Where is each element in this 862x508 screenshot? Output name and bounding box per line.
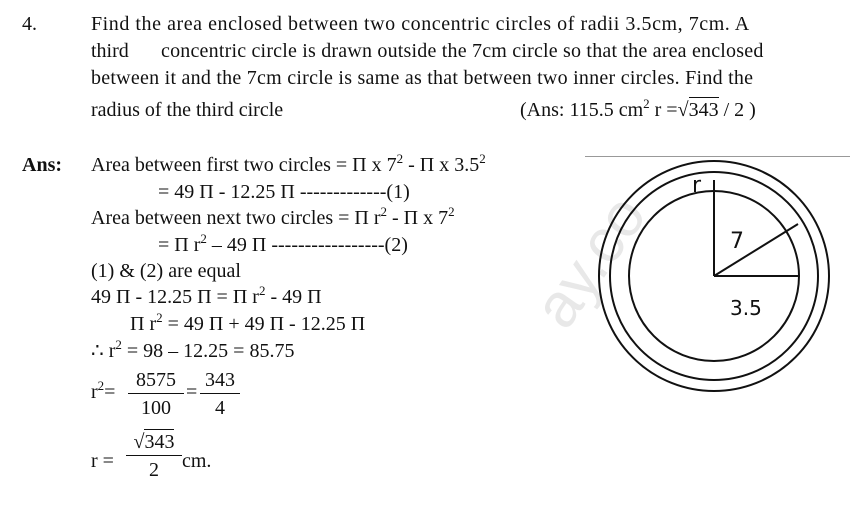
solution-line-7: Π $r^2 = 49$ Π + 49 Π - 12.25 Π — [130, 310, 366, 335]
solution-line-3: Area between next two circles = Π $r^2$ - Π x $7^2$ — [91, 204, 455, 229]
answer-sqrt: 343 — [688, 99, 719, 121]
solution-line-2: = 49 Π - 12.25 Π -------------(1) — [158, 181, 410, 203]
figure-top-rule — [585, 156, 850, 157]
question-line-4: radius of the third circle — [91, 99, 284, 121]
radius-7-line — [714, 224, 798, 276]
label-3-5: 3.5 — [730, 296, 762, 320]
equals-sign: = — [186, 381, 198, 403]
fraction-numerator: √343 — [126, 432, 182, 456]
fraction-343-4 — [200, 370, 240, 418]
question-line-1: Find the area enclosed between two concentric circles of radii 3.5cm, 7cm. A — [91, 13, 750, 35]
fraction-denominator: 100 — [141, 397, 171, 419]
solution-line-1: Area between first two circles = Π x $7^2$ - Π x $3.5^2$ — [91, 151, 486, 176]
answer-sup: 2 — [643, 96, 650, 111]
unit-cm: cm. — [182, 450, 212, 472]
watermark: ay.co — [520, 182, 660, 341]
answer-r: r = — [654, 99, 678, 121]
question-line-2a: third — [91, 40, 129, 62]
fraction-denominator: 4 — [215, 397, 225, 419]
sqrt-sign: √ — [133, 431, 145, 453]
sqrt-sign: √ — [677, 99, 689, 121]
fraction-denominator: 2 — [149, 459, 159, 481]
solution-line-9-lhs: $r^2=$ — [91, 378, 116, 403]
fraction-sqrt343-2 — [126, 432, 182, 480]
fraction-numerator: 8575 — [128, 370, 184, 394]
label-7: 7 — [730, 229, 744, 254]
answer-prefix: (Ans: 115.5 cm — [520, 99, 644, 121]
question-number: 4. — [22, 13, 37, 35]
concentric-circles-figure — [580, 160, 850, 420]
solution-line-10-lhs: r = — [91, 450, 114, 472]
solution-line-5: (1) & (2) are equal — [91, 260, 241, 282]
question-line-3: between it and the 7cm circle is same as that between two inner circles. Find the — [91, 67, 754, 89]
solution-label: Ans: — [22, 154, 63, 176]
solution-line-6: 49 Π - 12.25 Π = Π $r^2 - 49$ Π — [91, 283, 322, 308]
question-answer — [520, 96, 756, 121]
fraction-numerator: 343 — [200, 370, 240, 394]
question-line-2b: concentric circle is drawn outside the 7cm circle so that the area enclosed — [161, 40, 764, 62]
solution-line-4: = Π $r^2 - 49$ Π -----------------(2) — [158, 231, 408, 256]
answer-div: / 2 ) — [723, 99, 756, 121]
label-r: r — [692, 173, 702, 198]
solution-line-8: ∴ $r^2 = 98 - 12.25 = 85.75$ — [91, 337, 295, 362]
fraction-8575-100 — [128, 370, 184, 418]
